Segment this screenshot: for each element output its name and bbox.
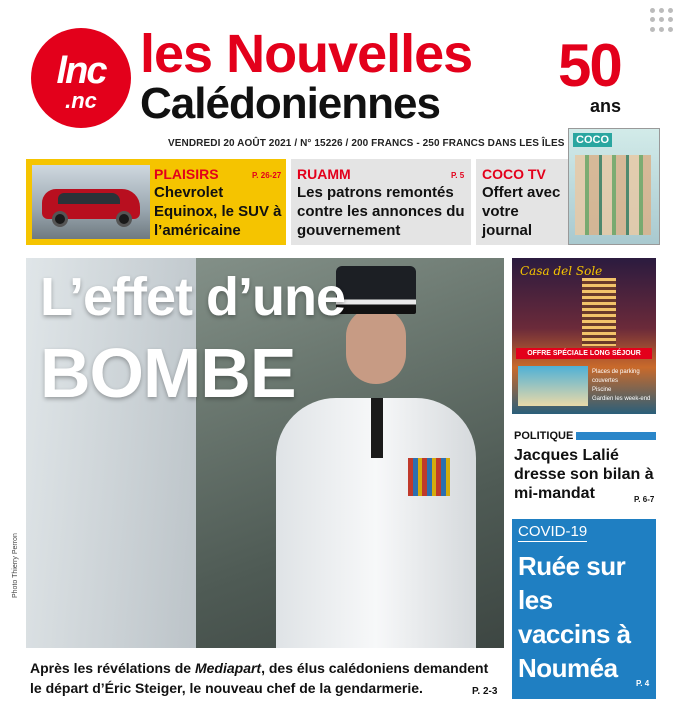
dateline: VENDREDI 20 AOÛT 2021 / N° 15226 / 200 FRANCS - 250 FRANCS DANS LES ÎLES: [168, 138, 565, 149]
casa-del-sole-ad[interactable]: [512, 258, 656, 414]
covid-category: COVID-19: [518, 523, 588, 540]
caption-part: Après les révélations de: [30, 660, 195, 676]
teaser-page: P. 5: [451, 171, 465, 180]
politique-category: POLITIQUE: [514, 430, 574, 442]
main-caption: [30, 658, 500, 698]
anniversary-number: 50: [558, 32, 621, 99]
lnc-logo[interactable]: [31, 28, 131, 128]
teaser-text: Offert avec votre journal: [482, 184, 561, 239]
photo-credit: Photo Thierry Perron: [12, 533, 19, 598]
politique-bar: [576, 432, 656, 440]
ad-feature: Places de parking couvertes: [592, 369, 640, 384]
caption-source: Mediapart: [194, 660, 262, 676]
covid-box[interactable]: [512, 519, 656, 699]
main-headline-line2[interactable]: BOMBE: [40, 334, 296, 412]
teaser-text: Chevrolet Equinox, le SUV à l’américaine: [154, 184, 282, 239]
main-headline-line1[interactable]: L’effet d’une: [40, 267, 346, 327]
teaser-category: COCO TV: [482, 166, 546, 182]
menu-dots-icon[interactable]: [650, 8, 674, 32]
logo-bottom-text: .nc: [65, 88, 97, 113]
politique-page: P. 6-7: [634, 495, 655, 504]
ad-feature: Gardien les week-end: [592, 396, 651, 402]
teaser-category: PLAISIRS: [154, 166, 219, 182]
main-story-page: P. 2-3: [472, 686, 498, 697]
ad-brand: Casa del Sole: [520, 264, 603, 278]
teaser-category: RUAMM: [297, 166, 351, 182]
coco-mag-header: COCO: [573, 133, 612, 147]
teaser-page: P. 26-27: [252, 171, 282, 180]
ad-feature: Piscine: [592, 387, 612, 393]
masthead-title-line1: les Nouvelles: [140, 24, 473, 84]
masthead-title-line2: Calédoniennes: [140, 79, 440, 128]
coco-magazine-cover: [568, 128, 660, 245]
anniversary-word: ans: [590, 96, 622, 116]
politique-headline[interactable]: Jacques Lalié dresse son bilan à mi-mandat: [514, 447, 654, 502]
covid-page: P. 4: [636, 679, 650, 688]
teaser-ruamm[interactable]: [291, 159, 471, 245]
car-photo: [32, 165, 150, 239]
ad-offer: OFFRE SPÉCIALE LONG SÉJOUR: [516, 348, 652, 359]
logo-top-text: lnc: [56, 50, 106, 92]
caption-part: , des élus calédoniens demandent le départ d’Éric Steiger, le nouveau chef de la gendarmerie.: [30, 660, 489, 696]
teaser-text: Les patrons remontés contre les annonces du gouvernement: [297, 184, 465, 239]
covid-headline: Ruée sur les vaccins à Nouméa: [518, 551, 631, 683]
ad-features: [592, 368, 656, 404]
